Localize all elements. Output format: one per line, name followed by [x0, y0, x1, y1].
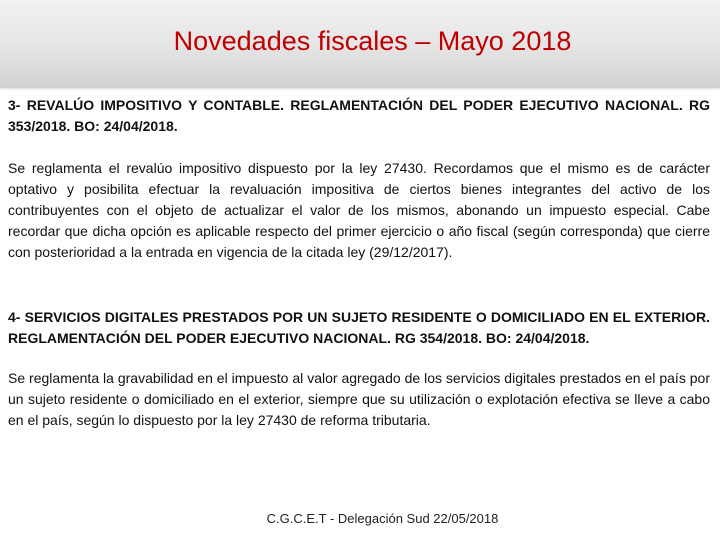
slide-content: [8, 95, 710, 431]
title-bar: [0, 0, 720, 88]
section-3-heading: 3- REVALÚO IMPOSITIVO Y CONTABLE. REGLAMENTACIÓN DEL PODER EJECUTIVO NACIONAL. RG 353/2018. BO: 24/04/2018.: [8, 97, 710, 134]
footer-text: C.G.C.E.T - Delegación Sud 22/05/2018: [266, 511, 499, 526]
section-3-body: Se reglamenta el revalúo impositivo dispuesto por la ley 27430. Recordamos que el mismo es de carácter optativo y posibilita efectuar la revaluación impositiva de ciertos bienes integrantes del activo de los contribuyentes con el objeto de actualizar el valor de los mismos, abonando un impuesto especial. Cabe recordar que dicha opción es aplicable respecto del primer ejercicio o año fiscal (según corresponda) que cierre con posterioridad a la entrada en vigencia de la citada ley (29/12/2017).: [8, 160, 710, 260]
section-4-body: Se reglamenta la gravabilidad en el impuesto al valor agregado de los servicios digitales prestados en el país por un sujeto residente o domiciliado en el exterior, siempre que su utilización o explotación efectiva se lleve a cabo en el país, según lo dispuesto por la ley 27430 de reforma tributaria.: [8, 370, 710, 428]
page-title: Novedades fiscales – Mayo 2018: [173, 26, 572, 56]
section-4-heading: 4- SERVICIOS DIGITALES PRESTADOS POR UN SUJETO RESIDENTE O DOMICILIADO EN EL EXTERIOR. REGLAMENTACIÓN DEL PODER EJECUTIVO NACIONAL. RG 354/2018. BO: 24/04/2018.: [8, 309, 710, 346]
